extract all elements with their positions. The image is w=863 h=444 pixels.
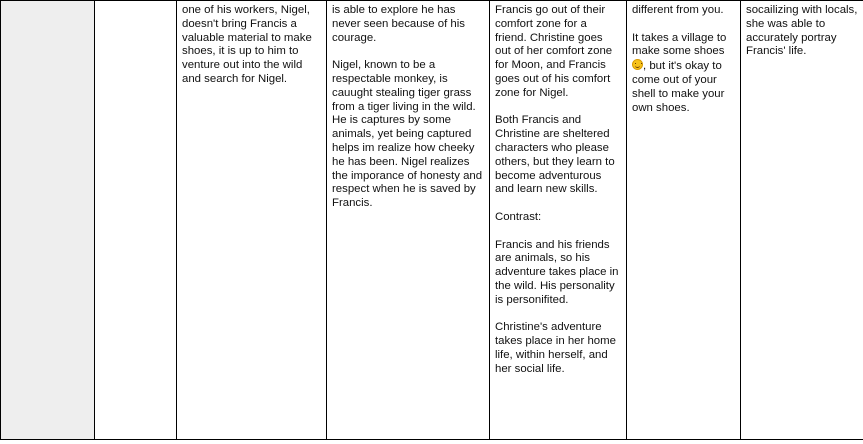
cell-paragraph: Francis and his friends are animals, so his adventure takes place in the wild. His personality is personifited. [495, 238, 619, 306]
cell-paragraph: Contrast: [495, 210, 542, 223]
smiling-face-emoji-icon [632, 59, 643, 70]
table-cell-theme [627, 1, 741, 440]
table-cell-characters [327, 1, 490, 440]
cell-text: , but it's okay to come out of your shell to make your own shoes. [632, 60, 725, 114]
table-cell-author [741, 1, 863, 440]
cell-paragraph: Christine's adventure takes place in her home life, within herself, and her social life. [495, 321, 616, 375]
cell-text: It takes a village to make some shoes [632, 31, 727, 58]
table-cell-plot [177, 1, 327, 440]
table-cell-empty [95, 1, 177, 440]
cell-paragraph-with-emoji [632, 32, 735, 116]
cell-paragraph: one of his workers, Nigel, doesn't bring Francis a valuable material to make shoes, it is up to him to venture out into the wild and search for Nigel. [182, 4, 312, 85]
cell-paragraph: socailizing with locals, she was able to accurately portray Francis' life. [746, 4, 858, 58]
table-row [1, 1, 863, 440]
cell-paragraph: Nigel, known to be a respectable monkey, is cauught stealing tiger grass from a tiger living in the wild. He is captures by some animals, yet being captured helps im realize how cheeky he has been. Nigel realizes the imporance of honesty and respect when he is saved by Francis. [332, 59, 483, 210]
cell-paragraph: Both Francis and Christine are sheltered characters who please others, but they learn to become adventurous and learn new skills. [495, 114, 615, 196]
table-cell-shaded [1, 1, 95, 440]
cell-paragraph: is able to explore he has never seen because of his courage. [332, 4, 465, 44]
cell-paragraph: Francis go out of their comfort zone for a friend. Christine goes out of her comfort zone for Moon, and Francis goes out of his comfort zone for Nigel. [495, 4, 613, 99]
cell-paragraph: different from you. [632, 4, 724, 16]
table-cell-compare-contrast [490, 1, 627, 440]
